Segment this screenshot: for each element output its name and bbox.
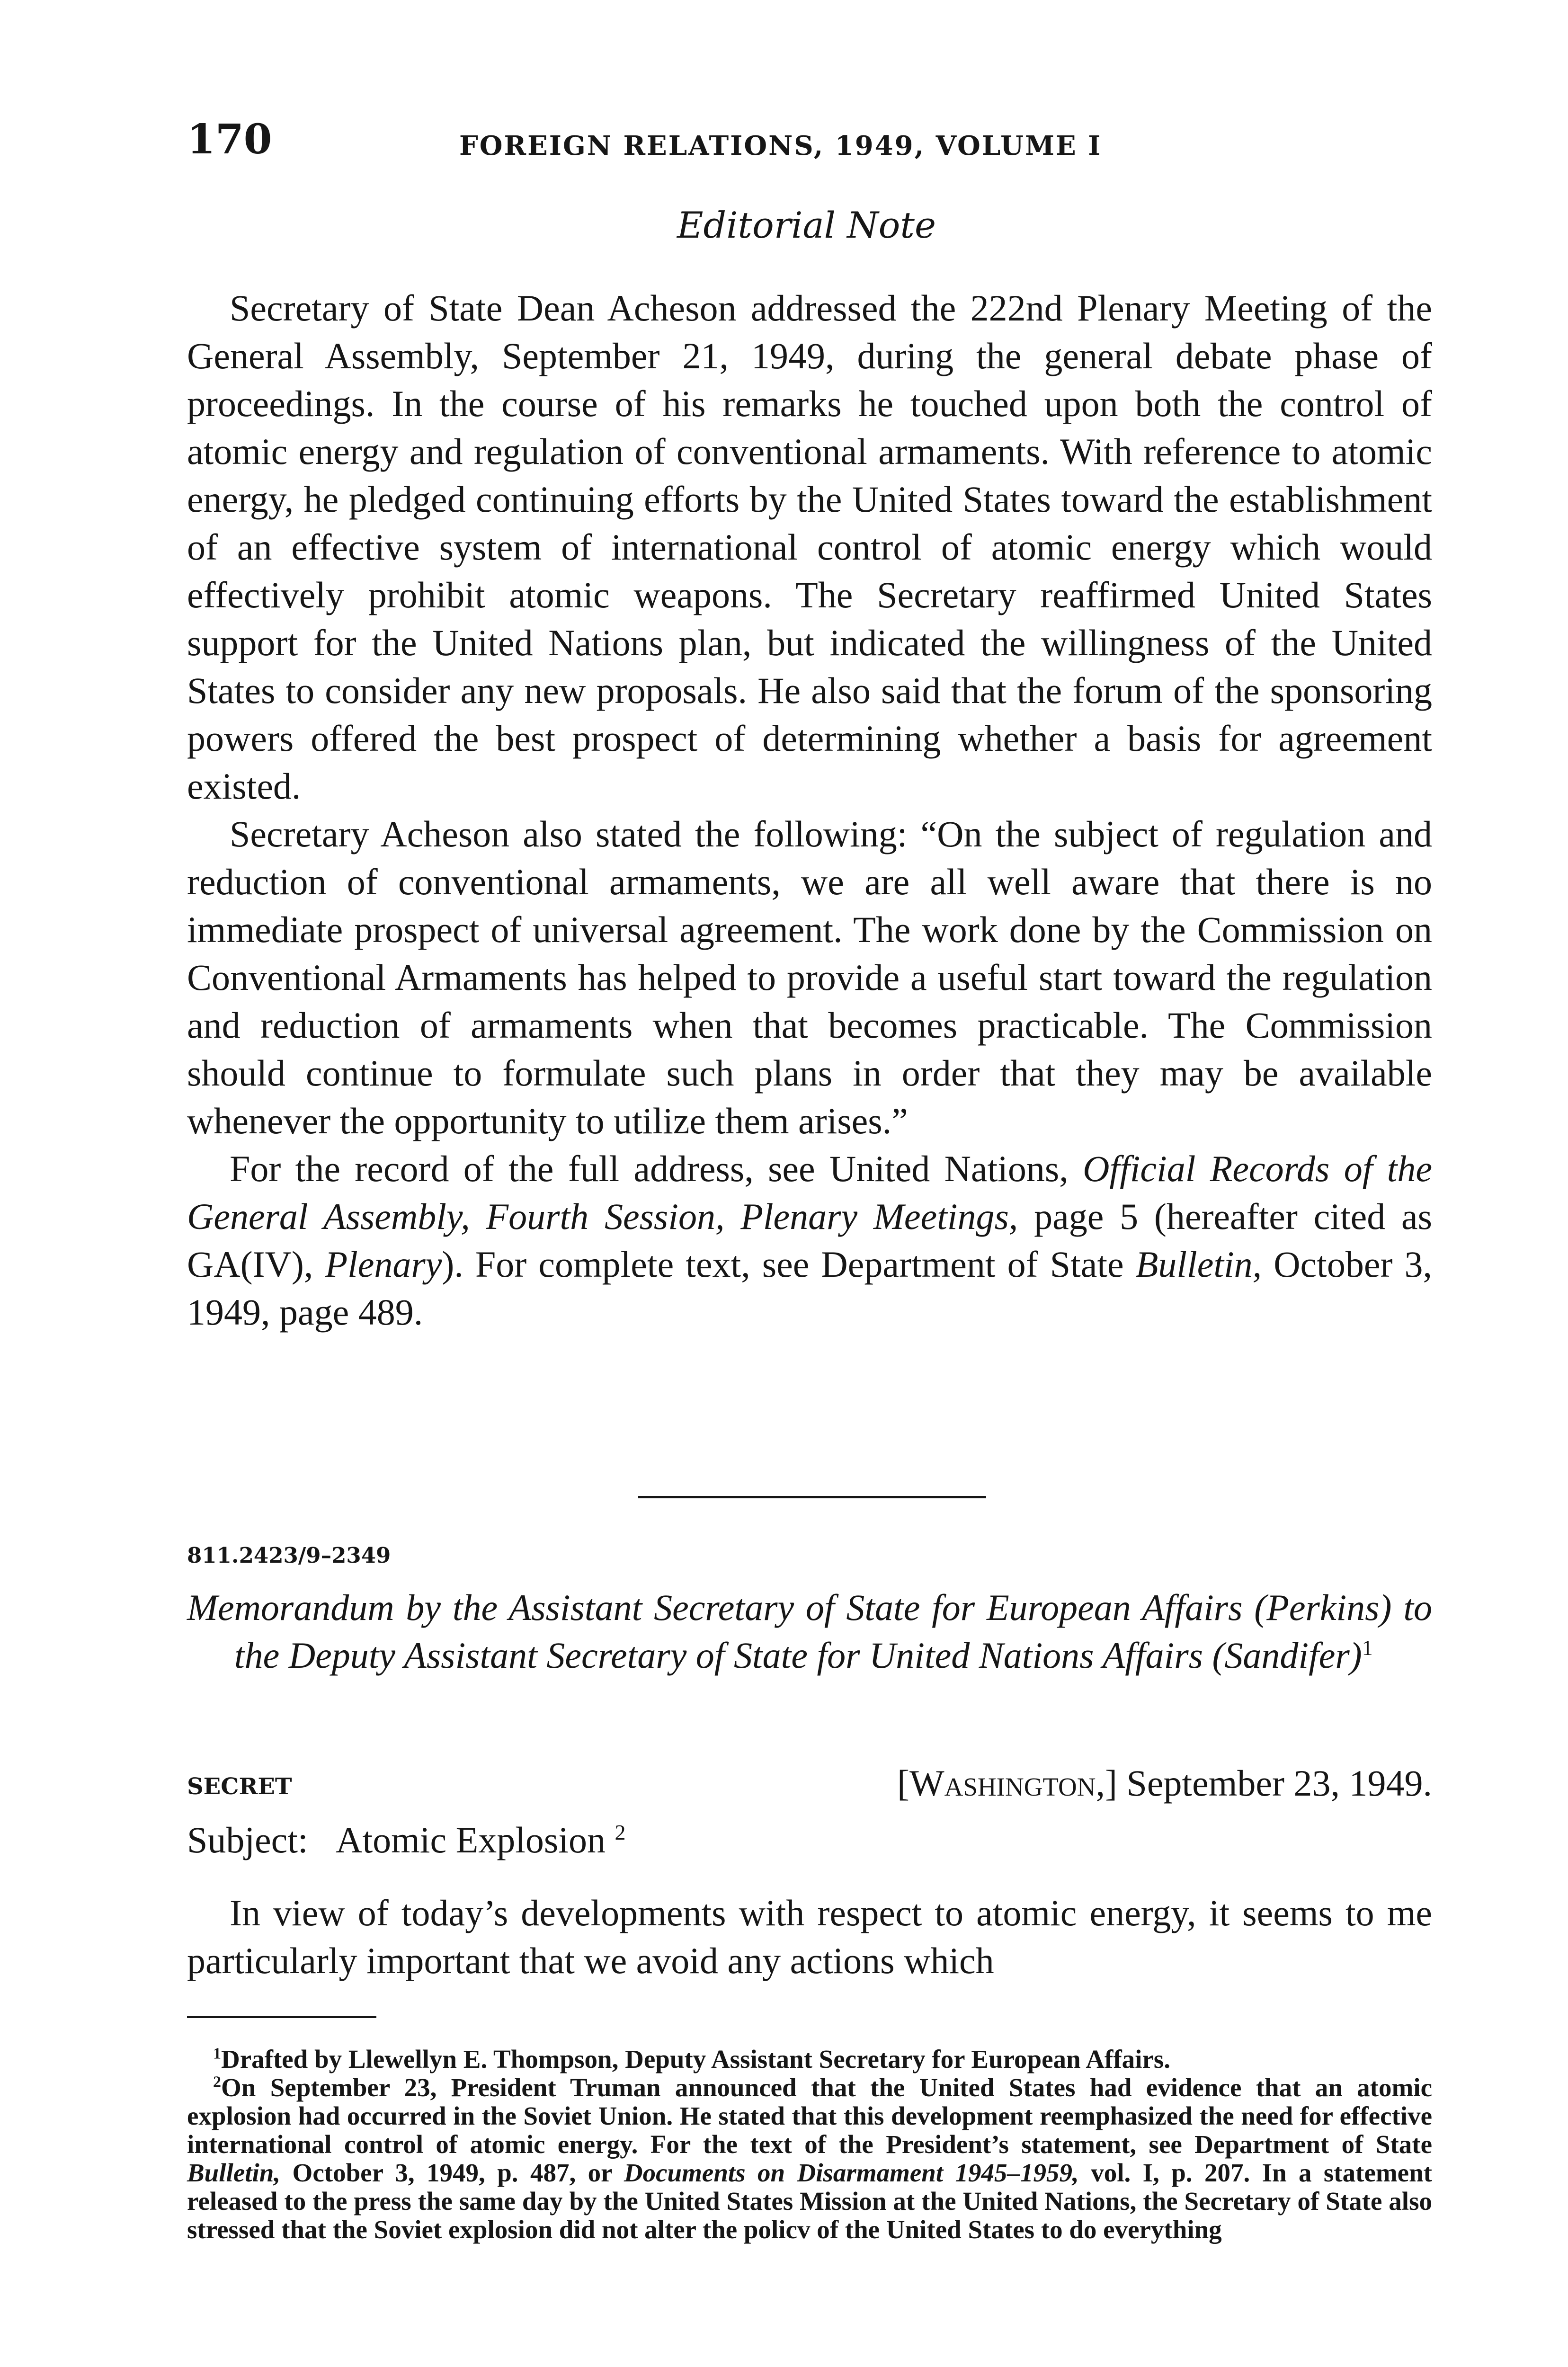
p3-text-a: For the record of the full address, see United Nations, bbox=[230, 1148, 1083, 1189]
footnote-divider bbox=[187, 2016, 376, 2018]
footnote-1-mark: 1 bbox=[213, 2045, 221, 2063]
section-divider bbox=[638, 1496, 986, 1498]
editorial-paragraph-2: Secretary Acheson also stated the following: “On the subject of regulation and reduction of conventional armaments, we are all well aware that there is no immediate prospect of universal agreement. The work done by the Commission on Conventional Armaments has helped to provide a useful start toward the regulation and reduction of armaments when that becomes practicable. The Commission should continue to formulate such plans in order that they may be available whenever the opportunity to utilize them arises.” bbox=[187, 813, 1432, 1141]
subject-text: Atomic Explosion bbox=[336, 1819, 606, 1860]
subject-line bbox=[187, 1819, 626, 1860]
footnote-ref-2[interactable]: 2 bbox=[615, 1820, 626, 1844]
memo-title-text: Memorandum by the Assistant Secretary of State for European Affairs (Perkins) to the Deputy Assistant Secretary of State for United Nations Affairs (Sandifer) bbox=[187, 1587, 1432, 1676]
memo-title bbox=[187, 1584, 1432, 1679]
page-number: 170 bbox=[187, 116, 272, 163]
p3-text-e: ). For complete text, see Department of State bbox=[442, 1244, 1136, 1285]
p3-text-c: page 5 (hereafter cited as GA(IV), bbox=[187, 1196, 1432, 1285]
editorial-paragraph-1: Secretary of State Dean Acheson addressed the 222nd Plenary Meeting of the General Assembly, September 21, 1949, during the general debate phase of proceedings. In the course of his remarks he touched upon both the control of atomic energy and regulation of conventional armaments. With reference to atomic energy, he pledged continuing efforts by the United States toward the establishment of an effective system of international control of atomic energy which would effectively prohibit atomic weapons. The Secretary reaffirmed United States support for the United Nations plan, but indicated the willingness of the United States to consider any new proposals. He also said that the forum of the sponsoring powers offered the best prospect of determining whether a basis for agreement existed. bbox=[187, 287, 1432, 807]
memo-paragraph-1: In view of today’s developments with respect to atomic energy, it seems to me particularly important that we avoid any actions which bbox=[187, 1892, 1432, 1981]
footnote-2 bbox=[187, 2073, 1432, 2244]
footnote-1-text: Drafted by Llewellyn E. Thompson, Deputy Assistant Secretary for European Affairs. bbox=[221, 2045, 1171, 2073]
fn2-text-a: On September 23, President Truman announced that the United States had evidence that an atomic explosion had occurred in the Soviet Union. He stated that this development reemphasized the need for effective international control of atomic energy. For the text of the President’s statement, see Department of State bbox=[187, 2073, 1432, 2159]
footnote-1 bbox=[187, 2045, 1432, 2073]
footnote-2-mark: 2 bbox=[213, 2073, 221, 2091]
editorial-note-heading: Editorial Note bbox=[677, 204, 936, 246]
p3-plenary: Plenary bbox=[325, 1244, 442, 1285]
p3-text-g: October 3, 1949, page 489. bbox=[187, 1244, 1432, 1333]
editorial-note-body bbox=[187, 284, 1432, 1336]
classification-label: SECRET bbox=[187, 1773, 292, 1800]
fn2-bulletin: Bulletin, bbox=[187, 2158, 281, 2187]
place: [Washington,] bbox=[897, 1762, 1117, 1804]
subject-label: Subject: bbox=[187, 1819, 308, 1860]
date: September 23, 1949. bbox=[1126, 1762, 1432, 1804]
p3-official-records: Official Records of the General Assembly, Fourth Session, Plenary Meetings, bbox=[187, 1148, 1433, 1237]
footnotes bbox=[187, 2045, 1432, 2244]
fn2-documents-on-disarmament: Documents on Disarmament 1945–1959, bbox=[624, 2158, 1079, 2187]
editorial-paragraph-3 bbox=[187, 1145, 1432, 1336]
file-number: 811.2423/9–2349 bbox=[187, 1543, 391, 1568]
fn2-text-e: vol. I, p. 207. In a statement released to the press the same day by the United States Mission at the United Nations, the Secretary of State also stressed that the Soviet explosion did not alter the policv of the United States to do everything bbox=[187, 2158, 1432, 2244]
p3-bulletin: Bulletin, bbox=[1135, 1244, 1262, 1285]
memo-body bbox=[187, 1889, 1432, 1984]
place-date bbox=[897, 1762, 1432, 1804]
footnote-ref-1[interactable]: 1 bbox=[1362, 1636, 1373, 1660]
running-header: FOREIGN RELATIONS, 1949, VOLUME I bbox=[459, 130, 1102, 161]
fn2-text-c: October 3, 1949, p. 487, or bbox=[280, 2158, 624, 2187]
